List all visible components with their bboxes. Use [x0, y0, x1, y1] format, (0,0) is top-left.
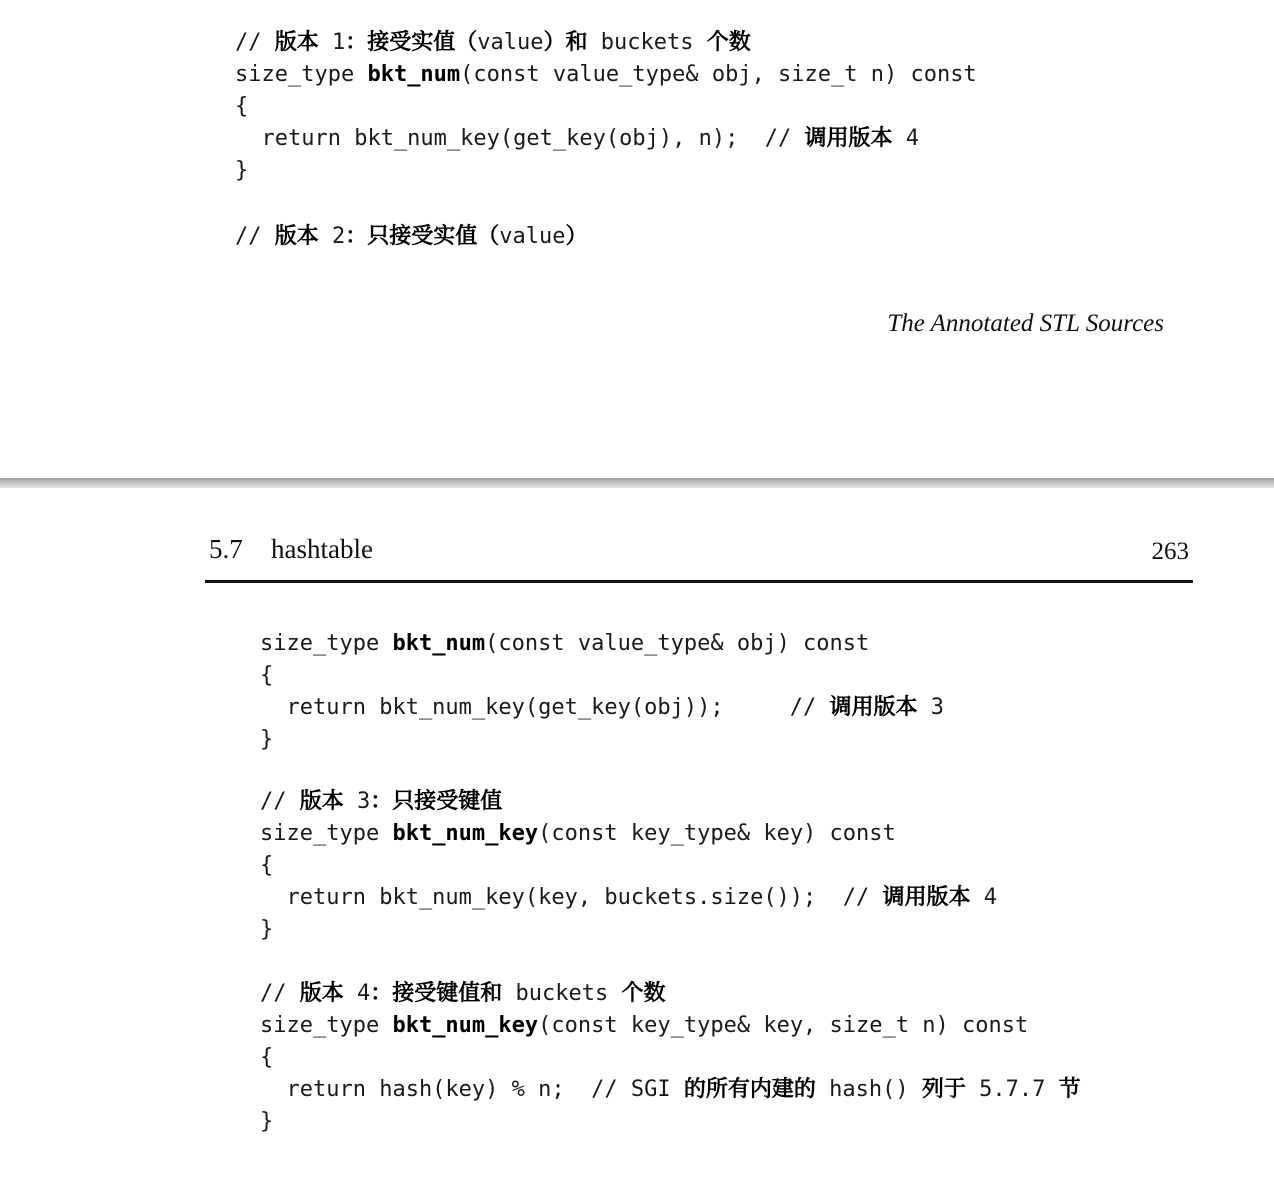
statement-code: return bkt_num_key(key, buckets.size()); //: [260, 885, 883, 910]
open-brace: [260, 1045, 273, 1071]
return-type: size_type: [260, 631, 393, 656]
statement-code: return bkt_num_key(get_key(obj)); //: [260, 695, 830, 720]
signature-bkt-num-key: [260, 821, 896, 847]
close-brace: [260, 727, 273, 753]
brace: }: [260, 1109, 274, 1134]
signature-bkt-num-obj: [260, 631, 869, 657]
comment-text: 1: [318, 30, 346, 55]
comment-text: 版本: [299, 981, 344, 1006]
body-return-statement: [260, 885, 997, 911]
comment-text: 5.7.7: [965, 1077, 1059, 1102]
section-title: hashtable: [271, 534, 373, 564]
signature-bkt-num-obj-n: [235, 62, 977, 88]
comment-text: ）: [565, 224, 588, 249]
comment-text: ：只接受键值: [370, 789, 503, 814]
comment-text: 4: [892, 126, 920, 151]
function-name: bkt_num: [392, 631, 486, 656]
comment-text: 调用版本: [882, 885, 971, 910]
open-brace: [260, 663, 273, 689]
parameter-list: (const key_type& key, size_t n) const: [538, 1013, 1029, 1038]
comment-text: 3: [917, 695, 945, 720]
signature-bkt-num-key-n: [260, 1013, 1028, 1039]
statement-code: return bkt_num_key(get_key(obj), n); //: [235, 126, 805, 151]
brace: }: [260, 917, 274, 942]
comment-text: 的所有内建的: [683, 1077, 816, 1102]
function-name: bkt_num: [367, 62, 461, 87]
comment-text: ：接受键值和: [370, 981, 503, 1006]
statement-code: return hash(key) % n; // SGI: [260, 1077, 684, 1102]
function-name: bkt_num_key: [392, 1013, 539, 1038]
bottom-page: [0, 488, 1274, 1188]
comment-text: 版本: [274, 224, 319, 249]
body-return-statement: [260, 695, 944, 721]
comment-text: //: [260, 789, 300, 814]
comment-version-3: [260, 789, 502, 815]
comment-text: ）和: [543, 30, 588, 55]
comment-version-1: [235, 30, 751, 56]
page-separator: [0, 478, 1274, 488]
close-brace: [235, 158, 248, 184]
return-type: size_type: [235, 62, 368, 87]
body-return-statement: [235, 126, 919, 152]
comment-text: //: [260, 981, 300, 1006]
comment-text: value: [499, 224, 566, 249]
comment-text: buckets: [502, 981, 622, 1006]
comment-version-4: [260, 981, 666, 1007]
section-number: 5.7: [209, 534, 243, 564]
comment-text: ：只接受实值（: [345, 224, 500, 249]
return-type: size_type: [260, 821, 393, 846]
book-footer-title: The Annotated STL Sources: [887, 310, 1164, 337]
brace: {: [260, 663, 274, 688]
comment-version-2: [235, 224, 588, 250]
comment-text: //: [235, 30, 275, 55]
open-brace: [260, 853, 273, 879]
brace: }: [260, 727, 274, 752]
comment-text: ：接受实值（: [345, 30, 478, 55]
section-header: [205, 534, 1193, 583]
return-type: size_type: [260, 1013, 393, 1038]
comment-text: 个数: [706, 30, 751, 55]
brace: {: [260, 1045, 274, 1070]
comment-text: 4: [970, 885, 998, 910]
comment-text: 4: [343, 981, 371, 1006]
close-brace: [260, 1109, 273, 1135]
brace: {: [235, 94, 249, 119]
brace: {: [260, 853, 274, 878]
comment-text: //: [235, 224, 275, 249]
comment-text: 节: [1058, 1077, 1081, 1102]
comment-text: value: [477, 30, 544, 55]
top-page: [0, 0, 1274, 478]
brace: }: [235, 158, 249, 183]
comment-text: 2: [318, 224, 346, 249]
open-brace: [235, 94, 248, 120]
comment-text: hash(): [815, 1077, 922, 1102]
parameter-list: (const value_type& obj) const: [485, 631, 870, 656]
page-number: 263: [1151, 538, 1189, 565]
comment-text: 版本: [299, 789, 344, 814]
parameter-list: (const value_type& obj, size_t n) const: [460, 62, 977, 87]
function-name: bkt_num_key: [392, 821, 539, 846]
comment-text: 个数: [621, 981, 666, 1006]
close-brace: [260, 917, 273, 943]
comment-text: 调用版本: [804, 126, 893, 151]
body-return-statement: [260, 1077, 1081, 1103]
comment-text: 列于: [921, 1077, 966, 1102]
comment-text: buckets: [587, 30, 707, 55]
comment-text: 版本: [274, 30, 319, 55]
parameter-list: (const key_type& key) const: [538, 821, 896, 846]
comment-text: 调用版本: [829, 695, 918, 720]
comment-text: 3: [343, 789, 371, 814]
